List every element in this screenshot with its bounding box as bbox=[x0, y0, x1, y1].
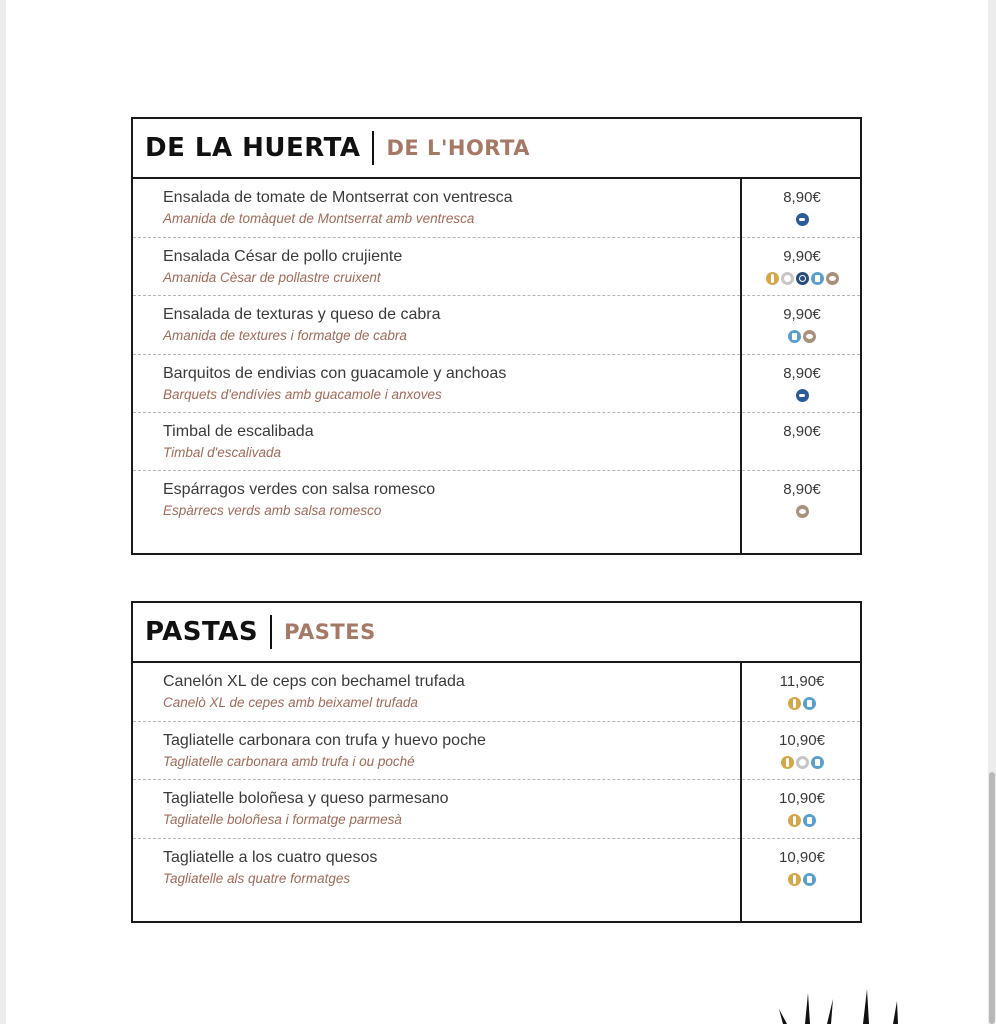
dish-name-ca: Timbal d'escalivada bbox=[163, 445, 282, 460]
dish-name-ca: Canelò XL de cepes amb beixamel trufada bbox=[163, 695, 418, 710]
vertical-scrollbar[interactable] bbox=[989, 772, 995, 1024]
dish-name-es: Espárragos verdes con salsa romesco bbox=[163, 481, 436, 498]
milk-allergen-icon bbox=[811, 272, 824, 285]
dish-price: 8,90€ bbox=[783, 189, 821, 206]
grass-illustration bbox=[775, 985, 915, 1024]
dish-name-es: Tagliatelle carbonara con trufa y huevo poche bbox=[163, 732, 486, 749]
allergen-icons bbox=[742, 213, 862, 226]
dish-name-ca: Amanida Cèsar de pollastre cruixent bbox=[163, 270, 381, 285]
section-body bbox=[133, 179, 860, 553]
allergen-icons bbox=[742, 389, 862, 402]
egg-allergen-icon bbox=[796, 756, 809, 769]
section-header bbox=[133, 119, 860, 179]
section-header bbox=[133, 603, 860, 663]
dish-name-ca: Barquets d'endívies amb guacamole i anxoves bbox=[163, 387, 442, 402]
dish-price: 9,90€ bbox=[783, 248, 821, 265]
section-subtitle: PASTES bbox=[284, 620, 376, 644]
fish-allergen-icon bbox=[796, 213, 809, 226]
gluten-allergen-icon bbox=[766, 272, 779, 285]
page-edge-left bbox=[0, 0, 6, 1024]
menu-section-huerta bbox=[131, 117, 862, 555]
milk-allergen-icon bbox=[803, 873, 816, 886]
allergen-icons bbox=[742, 505, 862, 518]
menu-section-pastas bbox=[131, 601, 862, 923]
allergen-icons bbox=[742, 330, 862, 343]
title-separator bbox=[270, 615, 272, 649]
nuts-allergen-icon bbox=[803, 330, 816, 343]
dish-price: 8,90€ bbox=[783, 423, 821, 440]
dish-name-ca: Tagliatelle carbonara amb trufa i ou poché bbox=[163, 754, 415, 769]
dish-name-es: Canelón XL de ceps con bechamel trufada bbox=[163, 673, 465, 690]
mustard-allergen-icon bbox=[796, 272, 809, 285]
allergen-icons bbox=[742, 272, 862, 285]
menu-item bbox=[133, 471, 860, 553]
milk-allergen-icon bbox=[803, 697, 816, 710]
nuts-allergen-icon bbox=[796, 505, 809, 518]
title-separator bbox=[372, 131, 374, 165]
allergen-icons bbox=[742, 873, 862, 886]
allergen-icons bbox=[742, 756, 862, 769]
menu-item bbox=[133, 722, 860, 780]
nuts-allergen-icon bbox=[826, 272, 839, 285]
gluten-allergen-icon bbox=[788, 873, 801, 886]
section-body bbox=[133, 663, 860, 921]
dish-name-es: Timbal de escalibada bbox=[163, 423, 314, 440]
menu-item bbox=[133, 780, 860, 839]
dish-name-ca: Amanida de tomàquet de Montserrat amb ventresca bbox=[163, 211, 475, 226]
egg-allergen-icon bbox=[781, 272, 794, 285]
dish-price: 11,90€ bbox=[779, 673, 825, 690]
menu-item bbox=[133, 413, 860, 471]
dish-price: 8,90€ bbox=[783, 481, 821, 498]
dish-price: 10,90€ bbox=[779, 732, 825, 749]
milk-allergen-icon bbox=[788, 330, 801, 343]
dish-name-ca: Amanida de textures i formatge de cabra bbox=[163, 328, 407, 343]
milk-allergen-icon bbox=[803, 814, 816, 827]
dish-name-es: Barquitos de endivias con guacamole y anchoas bbox=[163, 365, 507, 382]
dish-name-es: Ensalada César de pollo crujiente bbox=[163, 248, 403, 265]
section-subtitle: DE L'HORTA bbox=[386, 136, 530, 160]
gluten-allergen-icon bbox=[788, 697, 801, 710]
dish-name-es: Tagliatelle a los cuatro quesos bbox=[163, 849, 378, 866]
section-title: PASTAS bbox=[145, 617, 259, 647]
dish-price: 10,90€ bbox=[779, 790, 825, 807]
allergen-icons bbox=[742, 814, 862, 827]
dish-name-es: Ensalada de texturas y queso de cabra bbox=[163, 306, 441, 323]
dish-price: 8,90€ bbox=[783, 365, 821, 382]
menu-item bbox=[133, 296, 860, 355]
dish-price: 9,90€ bbox=[783, 306, 821, 323]
menu-item bbox=[133, 238, 860, 296]
dish-name-es: Ensalada de tomate de Montserrat con ventresca bbox=[163, 189, 513, 206]
fish-allergen-icon bbox=[796, 389, 809, 402]
dish-name-ca: Tagliatelle boloñesa i formatge parmesà bbox=[163, 812, 402, 827]
menu-item bbox=[133, 839, 860, 921]
dish-name-es: Tagliatelle boloñesa y queso parmesano bbox=[163, 790, 449, 807]
section-title: DE LA HUERTA bbox=[145, 133, 361, 163]
menu-item bbox=[133, 355, 860, 413]
milk-allergen-icon bbox=[811, 756, 824, 769]
menu-item bbox=[133, 663, 860, 722]
allergen-icons bbox=[742, 697, 862, 710]
dish-price: 10,90€ bbox=[779, 849, 825, 866]
dish-name-ca: Espàrrecs verds amb salsa romesco bbox=[163, 503, 382, 518]
gluten-allergen-icon bbox=[788, 814, 801, 827]
menu-item bbox=[133, 179, 860, 238]
dish-name-ca: Tagliatelle als quatre formatges bbox=[163, 871, 351, 886]
gluten-allergen-icon bbox=[781, 756, 794, 769]
